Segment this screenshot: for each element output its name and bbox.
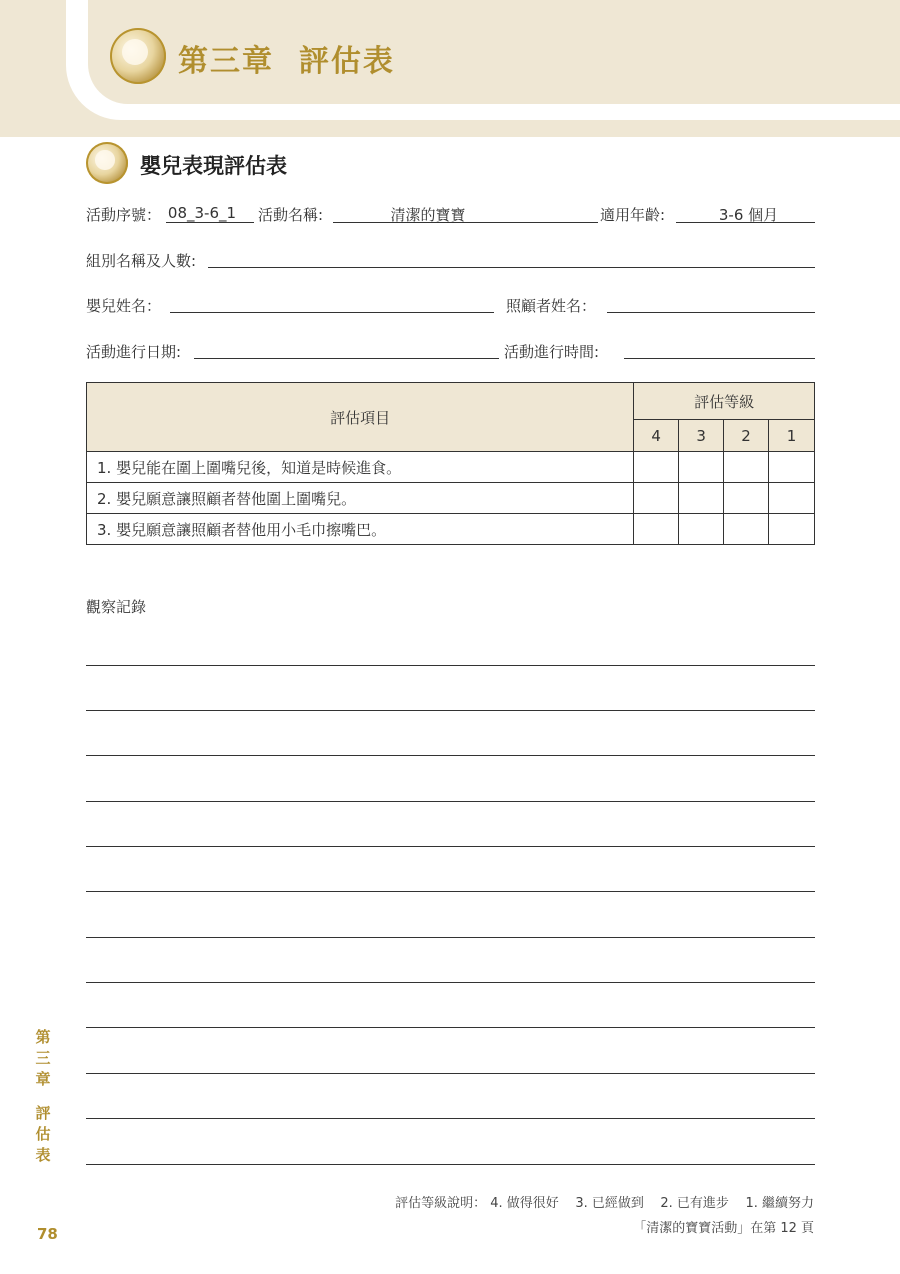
baby-name-label: 嬰兒姓名： (86, 297, 162, 315)
grade-cell[interactable] (679, 483, 724, 514)
evaluation-table (86, 382, 815, 545)
carer-name-label: 照顧者姓名： (506, 297, 597, 315)
grade-1-header: 1 (769, 420, 815, 452)
activity-name-label: 活動名稱: (258, 206, 324, 224)
side-tab-char: 表 (35, 1146, 51, 1164)
side-tab-char: 三 (35, 1049, 51, 1067)
group-field[interactable] (208, 267, 815, 268)
grade-4-header: 4 (634, 420, 679, 452)
grade-cell[interactable] (769, 483, 815, 514)
grade-cell[interactable] (769, 452, 815, 483)
observation-line[interactable] (86, 846, 815, 847)
grade-cell[interactable] (634, 483, 679, 514)
section-logo-icon (86, 142, 128, 184)
grade-cell[interactable] (724, 452, 769, 483)
side-tab-gap (33, 1090, 53, 1103)
grade-legend: 評估等級說明： 4. 做得很好 3. 已經做到 2. 已有進步 1. 繼續努力 (395, 1196, 814, 1211)
side-tab-char: 第 (35, 1028, 51, 1046)
side-tab-char: 評 (35, 1104, 51, 1122)
observation-line[interactable] (86, 937, 815, 938)
activity-no-field[interactable] (166, 222, 254, 223)
chapter-logo-icon (110, 28, 166, 84)
page-number: 78 (37, 1225, 58, 1243)
item-text: 1. 嬰兒能在圍上圍嘴兒後，知道是時候進食。 (87, 452, 634, 483)
grade-cell[interactable] (724, 514, 769, 545)
table-row (87, 483, 815, 514)
observation-line[interactable] (86, 1073, 815, 1074)
observation-line[interactable] (86, 710, 815, 711)
side-chapter-tab (33, 1027, 53, 1166)
table-row (87, 452, 815, 483)
age-value: 3-6 個月 (718, 206, 779, 224)
grade-cell[interactable] (724, 483, 769, 514)
observation-line[interactable] (86, 891, 815, 892)
section-title: 嬰兒表現評估表 (140, 154, 287, 178)
chapter-title: 第三章 評估表 (178, 44, 395, 79)
date-label: 活動進行日期: (86, 343, 182, 361)
grade-cell[interactable] (634, 452, 679, 483)
observation-line[interactable] (86, 801, 815, 802)
observation-line[interactable] (86, 1118, 815, 1119)
grade-3-header: 3 (679, 420, 724, 452)
time-field[interactable] (624, 358, 815, 359)
item-text: 3. 嬰兒願意讓照顧者替他用小毛巾擦嘴巴。 (87, 514, 634, 545)
group-label: 組別名稱及人數: (86, 252, 197, 270)
age-label: 適用年齡: (600, 206, 666, 224)
activity-no-value: 08_3-6_1 (167, 204, 237, 222)
side-tab-char: 估 (35, 1125, 51, 1143)
grade-cell[interactable] (679, 452, 724, 483)
grade-cell[interactable] (634, 514, 679, 545)
observation-line[interactable] (86, 1027, 815, 1028)
carer-name-field[interactable] (607, 312, 815, 313)
date-field[interactable] (194, 358, 499, 359)
observation-line[interactable] (86, 665, 815, 666)
observation-line[interactable] (86, 1164, 815, 1165)
observation-title: 觀察記錄 (86, 598, 147, 616)
grade-cell[interactable] (769, 514, 815, 545)
activity-reference: 「清潔的寶寶活動」在第 12 頁 (633, 1221, 814, 1236)
time-label: 活動進行時間: (504, 343, 600, 361)
side-tab-char: 章 (35, 1070, 51, 1088)
grade-2-header: 2 (724, 420, 769, 452)
grade-cell[interactable] (679, 514, 724, 545)
observation-line[interactable] (86, 982, 815, 983)
table-row (87, 514, 815, 545)
activity-no-label: 活動序號： (86, 206, 162, 224)
activity-name-value: 清潔的寶寶 (390, 206, 466, 224)
observation-line[interactable] (86, 755, 815, 756)
item-text: 2. 嬰兒願意讓照顧者替他圍上圍嘴兒。 (87, 483, 634, 514)
item-header: 評估項目 (87, 383, 634, 452)
grade-header: 評估等級 (634, 383, 815, 420)
baby-name-field[interactable] (170, 312, 494, 313)
